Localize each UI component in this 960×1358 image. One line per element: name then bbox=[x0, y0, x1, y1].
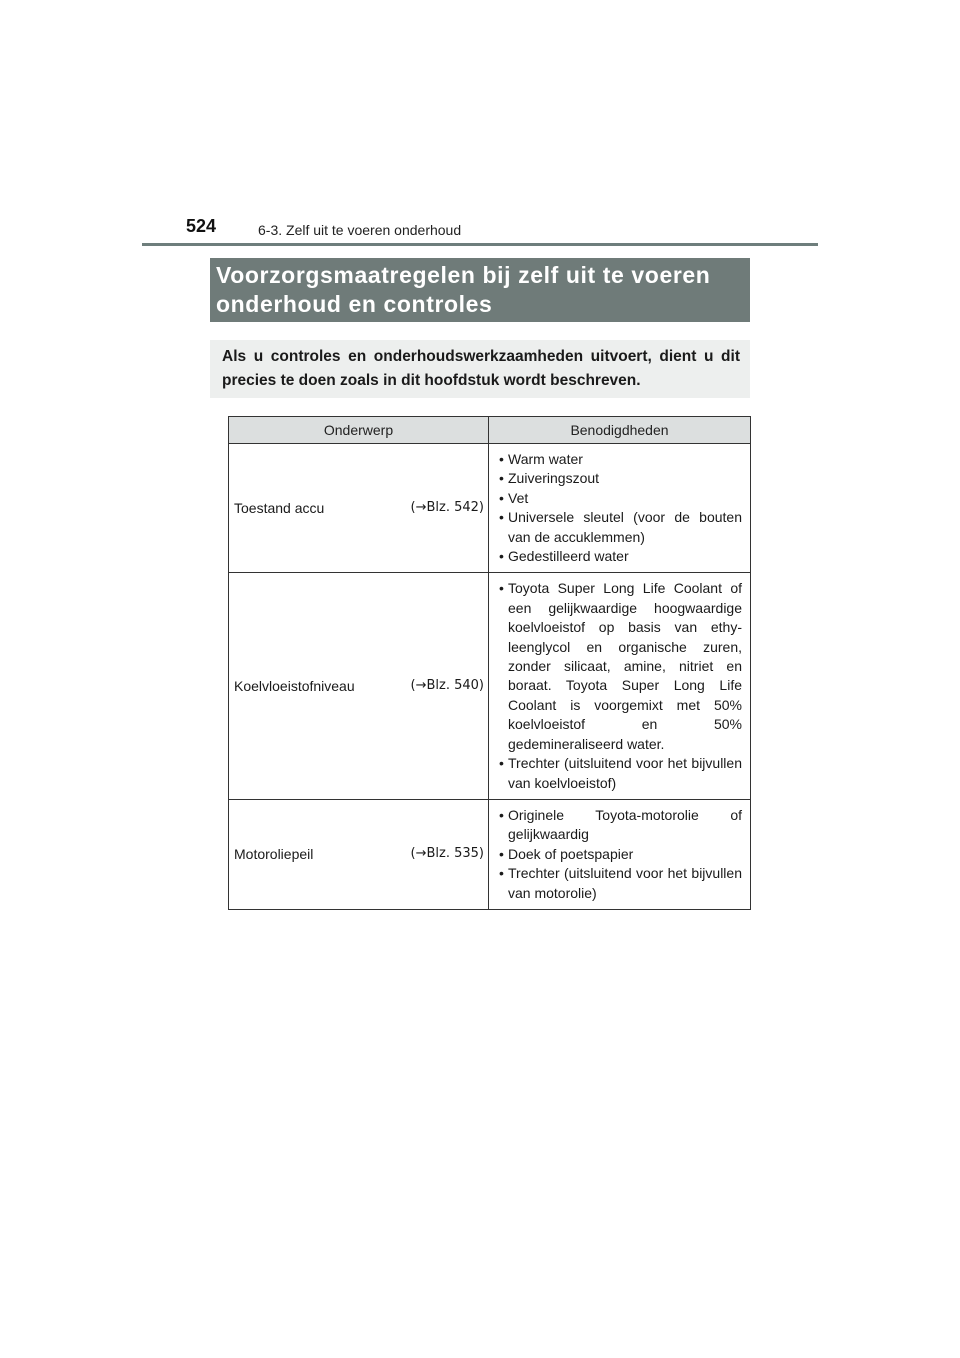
page-reference: (→Blz. 535) bbox=[410, 846, 484, 862]
title-banner bbox=[210, 258, 750, 322]
subject-cell bbox=[229, 573, 489, 799]
bullet-icon: • bbox=[499, 865, 504, 882]
bullet-icon: • bbox=[499, 806, 504, 823]
intro-box bbox=[210, 340, 750, 398]
bullet-icon: • bbox=[499, 451, 504, 467]
bullet-icon: • bbox=[499, 755, 504, 772]
table-row bbox=[229, 444, 751, 573]
column-header-requirements: Benodigdheden bbox=[489, 417, 751, 444]
bullet-icon: • bbox=[499, 845, 504, 862]
list-item: • Trechter (uitsluitend voor het bijvullen van koelvloeistof) bbox=[499, 755, 742, 791]
page-reference: (→Blz. 540) bbox=[410, 678, 484, 694]
list-item: • Doek of poetspapier bbox=[499, 845, 742, 864]
section-title: 6-3. Zelf uit te voeren onderhoud bbox=[258, 222, 462, 238]
list-item: • Universele sleutel (voor de bouten van de accuklemmen) bbox=[499, 509, 742, 545]
column-header-subject: Onderwerp bbox=[229, 417, 489, 444]
list-item: • Originele Toyota-motorolie of gelijkwaardig bbox=[499, 806, 742, 843]
subject-cell bbox=[229, 799, 489, 909]
intro-text: Als u controles en onderhoudswerkzaamheden uitvoert, dient u dit precies te doen zoals in dit hoofdstuk wordt beschreven. bbox=[222, 348, 740, 389]
bullet-icon: • bbox=[499, 470, 504, 487]
page-reference: (→Blz. 542) bbox=[410, 500, 484, 516]
subject-cell bbox=[229, 444, 489, 573]
page-title: Voorzorgsmaatregelen bij zelf uit te voeren onderhoud en controles bbox=[216, 262, 711, 317]
list-item: • Zuiveringszout bbox=[499, 469, 742, 488]
table-row bbox=[229, 573, 751, 799]
list-item: • Toyota Super Long Life Coolant of een gelijkwaardige hoogwaardige koelvloeistof op basis van ethyleenglycol en organische zuren, zonder silicaat, amine, nitriet en boraat. Toyota Super Long Life Coolant is voorgemixt met 50% koelvloeistof en 50% gedemineraliseerd water. bbox=[499, 580, 742, 752]
bullet-icon: • bbox=[499, 580, 504, 597]
table-header-row bbox=[229, 417, 751, 444]
requirements-table bbox=[228, 416, 751, 910]
bullet-icon: • bbox=[499, 548, 504, 565]
requirements-cell bbox=[489, 444, 751, 573]
list-item: • Warm water bbox=[499, 450, 742, 469]
header-divider bbox=[142, 243, 818, 246]
list-item: • Vet bbox=[499, 489, 742, 508]
bullet-icon: • bbox=[499, 509, 504, 526]
subject-label: Koelvloeistofniveau bbox=[234, 678, 355, 695]
list-item: • Trechter (uitsluitend voor het bijvullen van motorolie) bbox=[499, 865, 742, 901]
bullet-icon: • bbox=[499, 489, 504, 506]
list-item: • Gedestilleerd water bbox=[499, 547, 742, 566]
table-row bbox=[229, 799, 751, 909]
subject-label: Motoroliepeil bbox=[234, 846, 314, 863]
requirements-cell bbox=[489, 573, 751, 799]
subject-label: Toestand accu bbox=[234, 500, 325, 517]
requirements-cell bbox=[489, 799, 751, 909]
page-number: 524 bbox=[186, 216, 217, 236]
